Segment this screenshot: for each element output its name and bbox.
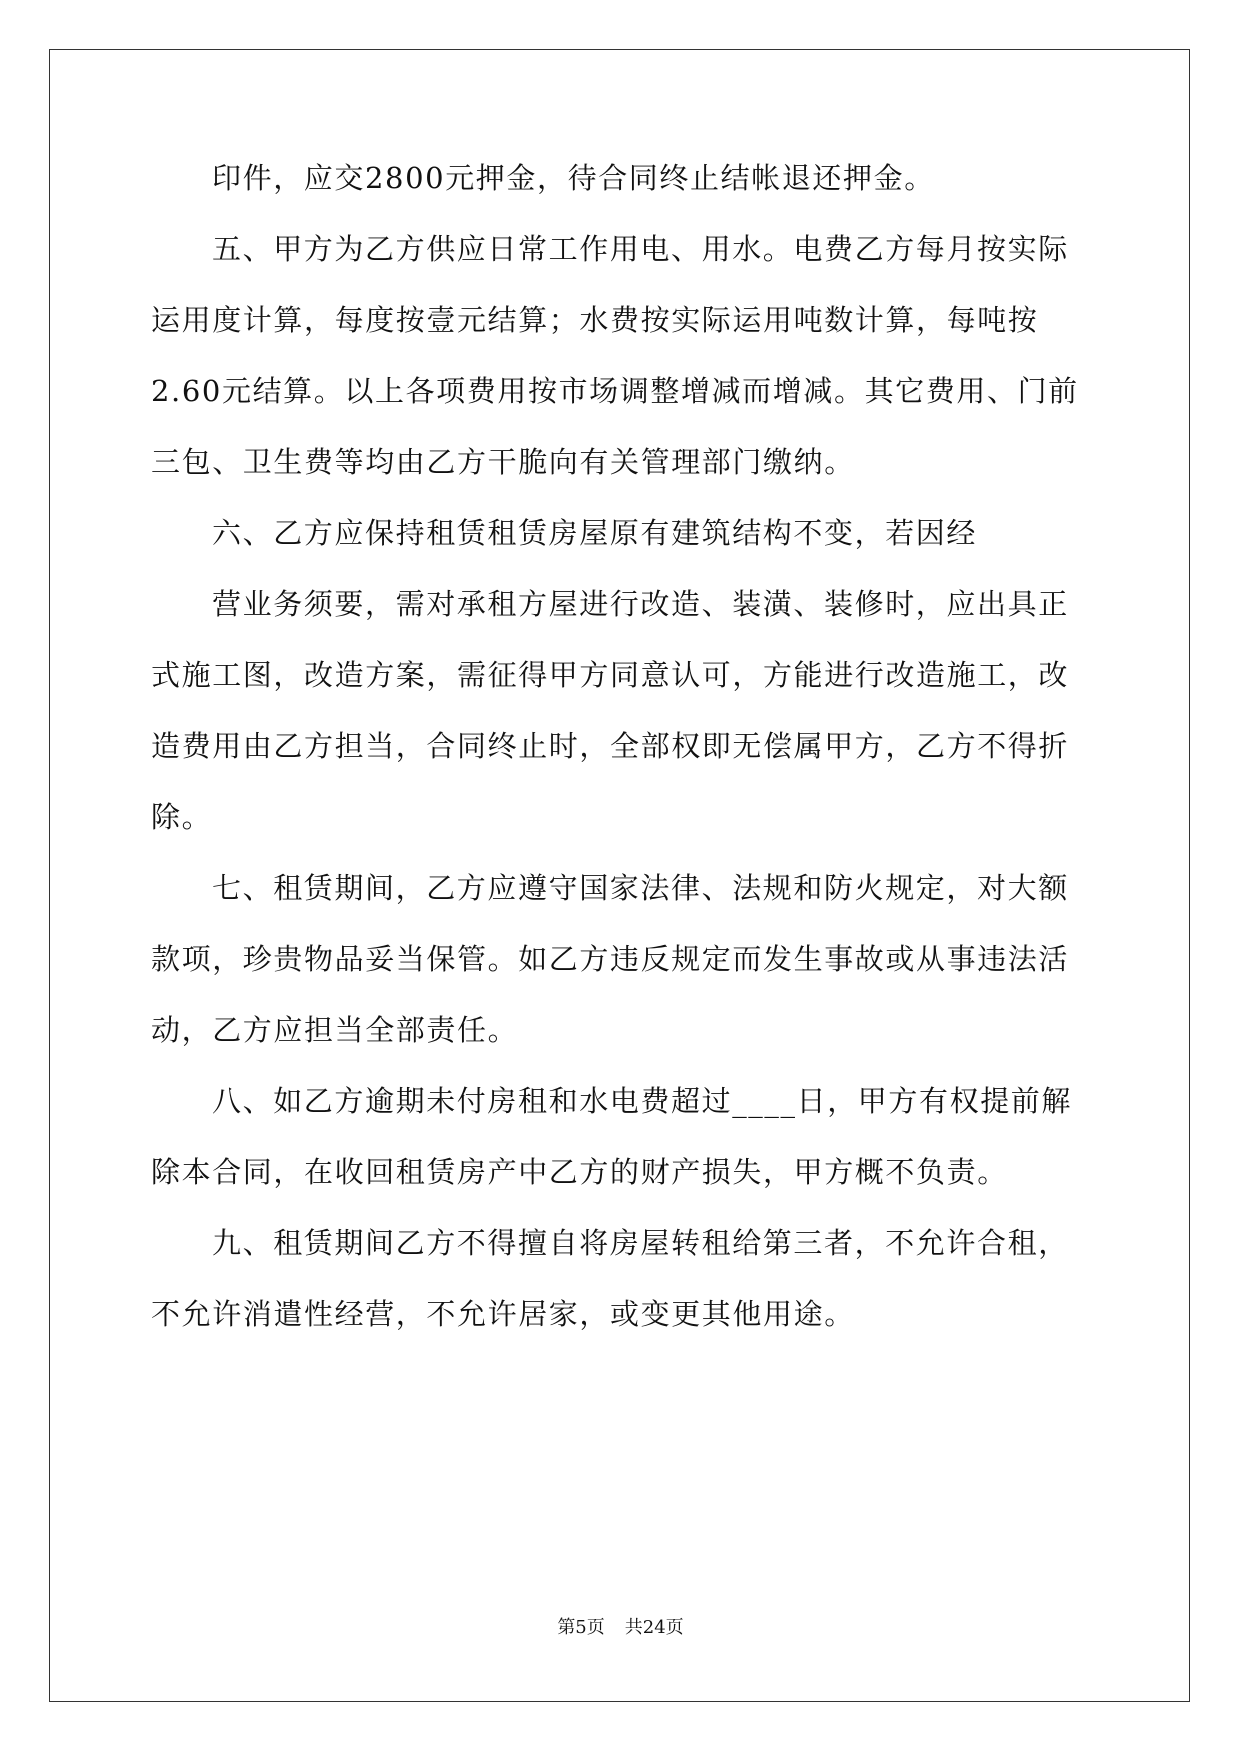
- paragraph-line: 六、乙方应保持租赁租赁房屋原有建筑结构不变，若因经: [212, 516, 978, 550]
- paragraph-line: 印件，应交2800元押金，待合同终止结帐退还押金。: [212, 161, 935, 195]
- page-total: 共24页: [624, 1617, 684, 1638]
- paragraph-line: 除。: [151, 800, 213, 834]
- page-number: 第5页: [557, 1617, 605, 1638]
- paragraph-line: 八、如乙方逾期未付房租和水电费超过____日，甲方有权提前解: [212, 1084, 1073, 1118]
- paragraph-line: 运用度计算，每度按壹元结算；水费按实际运用吨数计算，每吨按: [151, 303, 1039, 337]
- paragraph-line: 营业务须要，需对承租方屋进行改造、装潢、装修时，应出具正: [212, 587, 1069, 621]
- paragraph-line: 造费用由乙方担当，合同终止时，全部权即无偿属甲方，乙方不得折: [151, 729, 1070, 763]
- paragraph-line: 三包、卫生费等均由乙方干脆向有关管理部门缴纳。: [151, 445, 855, 479]
- paragraph-line: 款项，珍贵物品妥当保管。如乙方违反规定而发生事故或从事违法活: [151, 942, 1070, 976]
- page-footer: [0, 1616, 1241, 1640]
- paragraph-line: 七、租赁期间，乙方应遵守国家法律、法规和防火规定，对大额: [212, 871, 1069, 905]
- paragraph-line: 九、租赁期间乙方不得擅自将房屋转租给第三者，不允许合租，: [212, 1226, 1069, 1260]
- paragraph-line: 不允许消遣性经营，不允许居家，或变更其他用途。: [151, 1297, 855, 1331]
- paragraph-line: 2.60元结算。以上各项费用按市场调整增减而增减。其它费用、门前: [151, 374, 1079, 408]
- paragraph-line: 式施工图，改造方案，需征得甲方同意认可，方能进行改造施工，改: [151, 658, 1070, 692]
- paragraph-line: 动，乙方应担当全部责任。: [151, 1013, 519, 1047]
- paragraph-line: 除本合同，在收回租赁房产中乙方的财产损失，甲方概不负责。: [151, 1155, 1008, 1189]
- paragraph-line: 五、甲方为乙方供应日常工作用电、用水。电费乙方每月按实际: [212, 232, 1069, 266]
